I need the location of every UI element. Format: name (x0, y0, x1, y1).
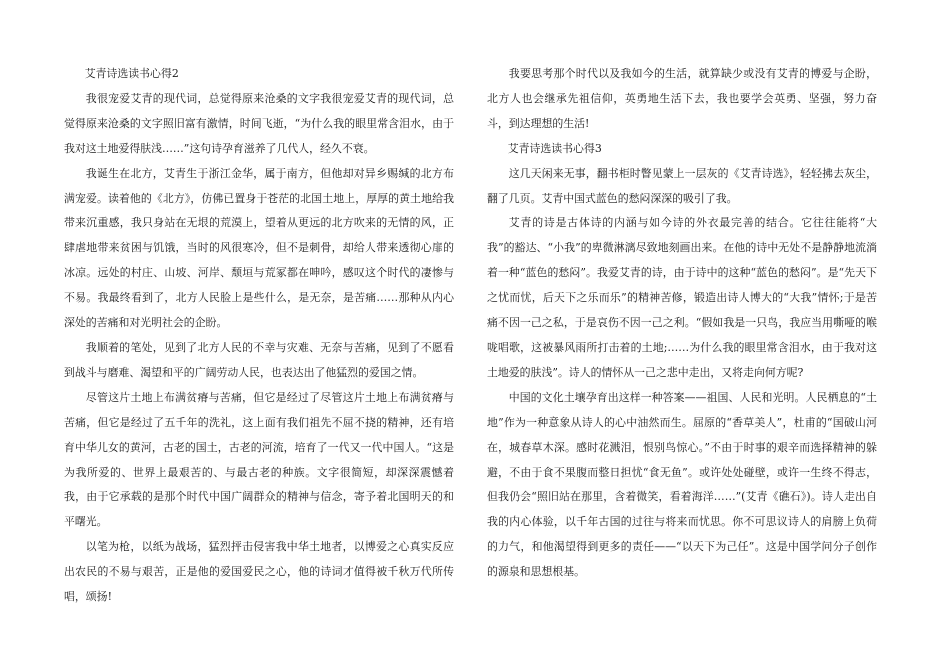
paragraph: 我很宠爱艾青的现代词，总觉得原来沧桑的文字我很宠爱艾青的现代词，总觉得原来沧桑的文字照旧富有激情，时间飞逝，“为什么我的眼里常含泪水，由于我对这土地爱得肤浅……”这句诗孕育滋养了几代人，经久不衰。 (64, 91, 454, 155)
paragraph: 我要思考那个时代以及我如今的生活，就算缺少或没有艾青的博爱与企盼，北方人也会继承先祖信仰，英勇地生活下去，我也要学会英勇、坚强，努力奋斗，到达理想的生活! (487, 67, 877, 130)
paragraph: 这几天闲来无事，翻书柜时瞥见蒙上一层灰的《艾青诗选》，轻轻拂去灰尘，翻了几页。艾青中国式蓝色的愁闷深深的吸引了我。 (487, 166, 877, 205)
paragraph: 我诞生在北方，艾青生于浙江金华，属于南方，但他却对异乡赐缄的北方布满宠爱。读着他的《北方》，仿佛已置身于苍茫的北国土地上，厚厚的黄土地给我带来沉重感，我只身站在无垠的荒漠上，望着从更远的北方吹来的无情的风，正肆虐地带来贫困与饥饿，当时的风很寒冷，但不是刺骨，却给人带来透彻心扉的冰凉。远处的村庄、山坡、河岸、颓垣与荒冢都在呻吟，感叹这个时代的凄惨与不易。我最终看到了，北方人民脸上是些什么，是无奈，是苦痛……那种从内心深处的苦痛和对光明社会的企盼。 (64, 166, 454, 330)
section-heading-3: 艾青诗选读书心得3 (507, 141, 602, 155)
paragraph: 以笔为枪，以纸为战场，猛烈抨击侵害我中华土地者，以博爱之心真实反应出农民的不易与艰苦，正是他的爱国爱民之心，他的诗词才值得被千秋万代所传唱，颂扬! (64, 540, 454, 604)
section-heading-2: 艾青诗选读书心得2 (84, 67, 179, 80)
right-column (487, 62, 877, 622)
paragraph: 艾青的诗是古体诗的内涵与如今诗的外衣最完善的结合。它往往能将“大我”的豁达、“小我”的卑微淋漓尽致地刻画出来。在他的诗中无处不是静静地流淌着一种“蓝色的愁闷”。我爱艾青的诗，由于诗中的这种“蓝色的愁闷”。是“先天下之忧而忧，后天下之乐而乐”的精神苦修，锻造出诗人博大的“大我”情怀;于是苦痛不因一己之私，于是哀伤不因一己之利。“假如我是一只鸟，我应当用嘶哑的喉咙唱歌，这被暴风雨所打击着的土地;……为什么我的眼里常含泪水，由于我对这土地爱的肤浅”。诗人的情怀从一己之悲中走出，又将走向何方呢? (487, 216, 877, 379)
paragraph: 我顺着的笔处，见到了北方人民的不幸与灾难、无奈与苦痛，见到了不愿看到战斗与磨难、渴望和平的广阔劳动人民，也表达出了他猛烈的爱国之情。 (64, 340, 454, 379)
left-column (64, 62, 454, 622)
paragraph: 尽管这片土地上布满贫瘠与苦痛，但它是经过了尽管这片土地上布满贫瘠与苦痛，但它是经过了五千年的洗礼，这上面有我们祖先不屈不挠的精神，还有培育中华儿女的黄河，古老的国土，古老的河流，培育了一代又一代中国人。“这是为我所爱的、世界上最艰苦的、与最古老的种族。文字很简短，却深深震憾着我，由于它承载的是那个时代中国广阔群众的精神与信念，寄予着北国明天的和平曙光。 (64, 390, 454, 529)
paragraph: 中国的文化土壤孕育出这样一种答案——祖国、人民和光明。人民栖息的“土地”作为一种意象从诗人的心中油然而生。屈原的“香草美人”，杜甫的“国破山河在，城春草木深。感时花溅泪，恨别鸟惊心。”不由于时事的艰辛而选择精神的躲避，不由于食不果腹而整日担忧“食无鱼”。或许处处碰壁，或许一生终不得志，但我仍会“照旧站在那里，含着微笑，看着海洋……”(艾青《礁石》)。诗人走出自我的内心体验，以千年古国的过往与将来而忧思。你不可思议诗人的肩膀上负荷的力气，和他渴望得到更多的责任——“以天下为己任”。这是中国学问分子创作的源泉和思想根基。 (487, 390, 877, 579)
